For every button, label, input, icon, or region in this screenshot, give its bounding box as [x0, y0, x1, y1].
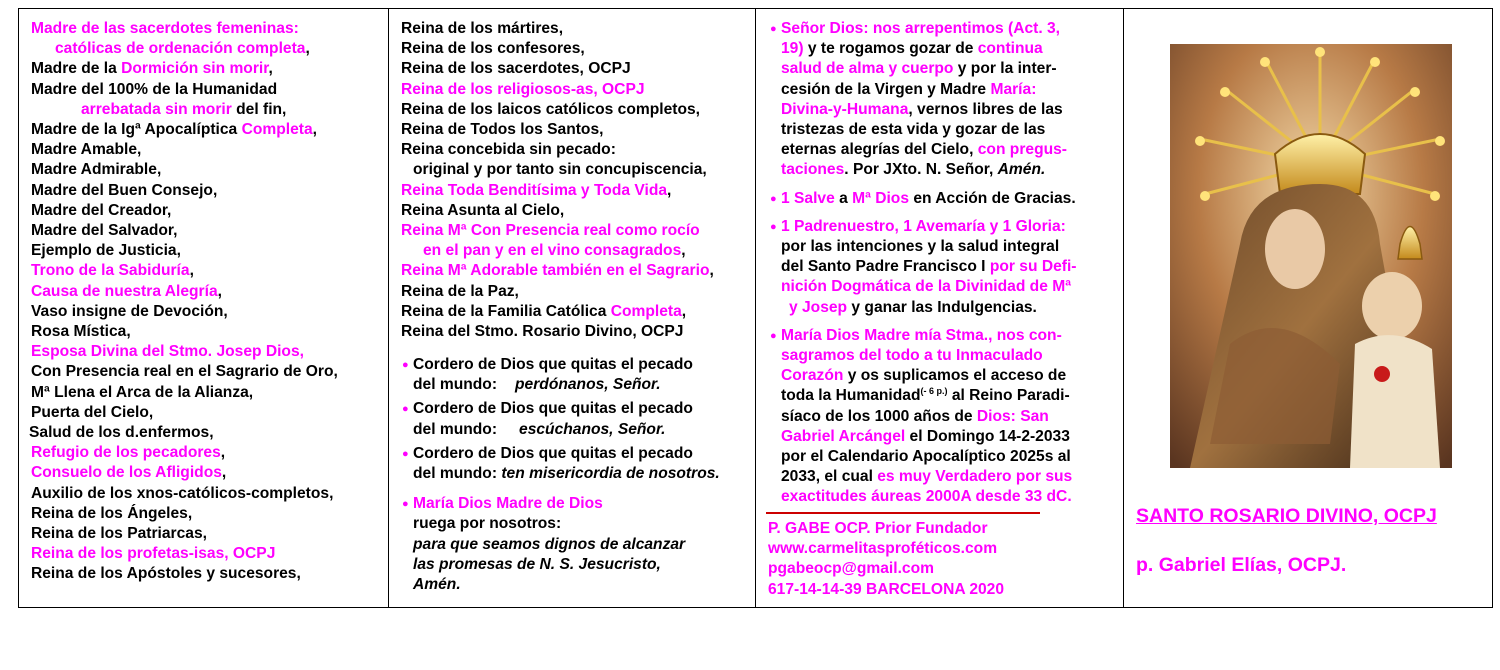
prayers-text [781, 19, 1077, 508]
prayer-highlight: por su Defi- [989, 258, 1077, 276]
prayer-segment: 2033, el cual [781, 468, 878, 486]
agnus-dei-response: ten misericordia de nosotros. [501, 465, 720, 483]
prayer-line: nición Dogmática de la Divinidad de Mª [781, 278, 1071, 296]
prayer-line [781, 298, 1077, 318]
litany-segment: Reina de la Familia Católica [401, 302, 611, 320]
litany-line: Reina de los laicos católicos completos, [401, 100, 700, 118]
contact-email-link[interactable]: pgabeocp@gmail.com [768, 560, 934, 578]
litany-line: Madre de la Dormición sin morir, [31, 60, 273, 78]
litany-line: Reina de Todos los Santos, [401, 121, 604, 139]
litany-text-2 [401, 19, 714, 342]
prayer-amen: Amén. [997, 161, 1046, 179]
litany-highlight: Causa de nuestra Alegría [31, 282, 218, 300]
prayer-highlight: taciones [781, 161, 845, 179]
agnus-dei-line [413, 420, 720, 440]
litany-line: Salud de los d.enfermos, [29, 424, 214, 442]
prayer-line: ● Señor Dios: nos arrepentimos (Act. 3, [781, 19, 1077, 39]
separator-line [766, 512, 1040, 514]
contact-block [768, 519, 1004, 600]
litany-line: Madre del 100% de la Humanidad [31, 80, 278, 98]
litany-line: Reina de los mártires, [401, 20, 564, 37]
virgin-and-child-image [1170, 44, 1452, 468]
prayer-line: por el Calendario Apocalíptico 2025s al [781, 448, 1071, 466]
booklet-title: SANTO ROSARIO DIVINO, OCPJ [1136, 505, 1437, 527]
prayers-panel [755, 8, 1124, 608]
litany-text-1 [31, 19, 338, 585]
litany-line: Refugio de los pecadores, [31, 444, 226, 462]
prayer-segment: cesión de la Virgen y Madre [781, 80, 991, 98]
litany-line: Madre del Salvador, [31, 222, 178, 240]
litany-line: Vaso insigne de Devoción, [31, 302, 228, 320]
litany-line: Trono de la Sabiduría, [31, 262, 194, 280]
prayer-highlight: 1 Salve [781, 189, 835, 207]
litany-line: Mª Llena el Arca de la Alianza, [31, 383, 254, 401]
litany-segment: Madre de la [31, 60, 122, 78]
prayer-segment: y ganar las Indulgencias. [847, 298, 1037, 316]
prayer-highlight: y Josep [789, 298, 848, 316]
litany-line: Reina Asunta al Cielo, [401, 201, 565, 219]
litany-highlight: en el pan y en el vino consagrados [423, 242, 682, 260]
agnus-dei-segment: del mundo: [413, 420, 498, 438]
contact-phone: 617-14-14-39 BARCELONA 2020 [768, 580, 1005, 598]
prayer-line: ● María Dios Madre mía Stma., nos con- [781, 326, 1077, 346]
litany-highlight: católicas de ordenación completa [55, 40, 306, 58]
prayer-segment: el Domingo 14-2-2033 [905, 427, 1070, 445]
agnus-dei-segment: del mundo: [413, 376, 498, 394]
litany-highlight: Consuelo de los Afligidos [31, 464, 222, 482]
prayer-line: para que seamos dignos de alcanzar [413, 535, 686, 553]
prayer-line [781, 100, 1077, 120]
prayer-highlight: es muy Verdadero por sus [877, 468, 1073, 486]
litany-highlight: Completa [241, 121, 313, 139]
prayer-segment: al Reino Paradi- [947, 387, 1070, 405]
prayer-segment: del Santo Padre Francisco I [781, 258, 990, 276]
prayer-segment: y te rogamos gozar de [803, 40, 978, 58]
litany-line: Madre Amable, [31, 141, 142, 159]
prayer-highlight: Divina-y-Humana [781, 100, 909, 118]
litany-line: Esposa Divina del Stmo. Josep Dios, [31, 343, 304, 361]
agnus-dei-response: escúchanos, Señor. [519, 420, 666, 438]
litany-line: Madre de la Igª Apocalíptica Completa, [31, 121, 317, 139]
litany-highlight: Trono de la Sabiduría [31, 262, 190, 280]
litany-line: Con Presencia real en el Sagrario de Oro, [31, 363, 338, 381]
litany-line: Reina de los confesores, [401, 40, 585, 58]
prayer-line [781, 467, 1077, 487]
agnus-dei-line [413, 464, 720, 484]
agnus-dei-segment: del mundo: [413, 465, 502, 483]
litany-highlight: Completa [610, 302, 682, 320]
litany-line: Reina de los Ángeles, [31, 504, 193, 522]
prayer-segment: y por la inter- [953, 60, 1057, 78]
litany-line: Reina de los Apóstoles y sucesores, [31, 565, 301, 583]
agnus-dei-line: ● Cordero de Dios que quitas el pecado [413, 355, 720, 375]
prayer-line [781, 189, 1077, 209]
litany-line [31, 100, 338, 120]
litany-panel-2 [388, 8, 756, 608]
prayer-line: Amén. [413, 576, 461, 594]
prayer-segment: y os suplicamos el acceso de [843, 367, 1067, 385]
agnus-dei-response: perdónanos, Señor. [515, 376, 661, 394]
prayer-highlight: Corazón [781, 367, 844, 385]
litany-line: Madre de las sacerdotes femeninas: [31, 20, 299, 37]
contact-website-link[interactable]: www.carmelitasproféticos.com [768, 540, 998, 558]
prayer-segment: síaco de los 1000 años de [781, 407, 977, 425]
prayer-line [781, 39, 1077, 59]
litany-line: Puerta del Cielo, [31, 403, 154, 421]
prayer-line: las promesas de N. S. Jesucristo, [413, 555, 661, 573]
prayer-highlight: salud de alma y cuerpo [781, 60, 954, 78]
agnus-dei-line [413, 375, 720, 395]
prayer-line [781, 257, 1077, 277]
prayer-segment: , vernos libres de las [908, 100, 1063, 118]
litany-line: Reina concebida sin pecado: [401, 141, 616, 159]
prayer-line [781, 366, 1077, 386]
prayer-segment: . Por JXto. N. Señor, [844, 161, 998, 179]
litany-highlight: arrebatada sin morir [81, 100, 232, 118]
litany-line: Reina de la Familia Católica Completa, [401, 302, 687, 320]
litany-line: Reina de la Paz, [401, 282, 519, 300]
litany-line: original y por tanto sin concupiscencia, [413, 161, 707, 179]
prayer-line: ● María Dios Madre de Dios [413, 494, 720, 514]
prayer-line: sagramos del todo a tu Inmaculado [781, 347, 1043, 365]
image-panel [1123, 8, 1493, 608]
agnus-dei-line: ● Cordero de Dios que quitas el pecado [413, 444, 720, 464]
prayer-line: tristezas de esta vida y gozar de las [781, 121, 1046, 139]
prayer-segment: eternas alegrías del Cielo, [781, 141, 978, 159]
litany-line: Madre del Creador, [31, 201, 172, 219]
litany-highlight: Refugio de los pecadores [31, 444, 221, 462]
litany-line: Reina Mª Adorable también en el Sagrario, [401, 262, 714, 280]
prayer-highlight: continua [977, 40, 1043, 58]
prayer-highlight: 19) [781, 40, 804, 58]
prayer-line [781, 427, 1077, 447]
litany-line: Reina del Stmo. Rosario Divino, OCPJ [401, 323, 684, 341]
litany-line: Reina Toda Benditísima y Toda Vida, [401, 181, 672, 199]
litany-line: Reina de los religiosos-as, OCPJ [401, 80, 645, 98]
litany-segment: Madre de la Igª Apocalíptica [31, 121, 242, 139]
litany-highlight: Reina Toda Benditísima y Toda Vida [401, 181, 668, 199]
prayer-line: por las intenciones y la salud integral [781, 238, 1060, 256]
prayer-highlight: Gabriel Arcángel [781, 427, 906, 445]
litany-line: Causa de nuestra Alegría, [31, 282, 222, 300]
booklet-author: p. Gabriel Elías, OCPJ. [1136, 554, 1347, 576]
prayer-segment: en Acción de Gracias. [909, 189, 1076, 207]
prayer-highlight: Mª Dios [852, 189, 909, 207]
prayer-line: exactitudes áureas 2000A desde 33 dC. [781, 488, 1072, 506]
litany-line: Reina Mª Con Presencia real como rocío [401, 222, 700, 240]
litany-line: Reina de los profetas-isas, OCPJ [31, 545, 276, 563]
prayer-line: ruega por nosotros: [413, 515, 562, 533]
prayer-segment: a [834, 189, 853, 207]
litany-line: Reina de los sacerdotes, OCPJ [401, 60, 631, 78]
prayer-line [781, 140, 1077, 160]
litany-line: Madre Admirable, [31, 161, 162, 179]
prayer-line: ● 1 Padrenuestro, 1 Avemaría y 1 Gloria: [781, 217, 1077, 237]
litany-line: Consuelo de los Afligidos, [31, 464, 227, 482]
litany-segment: del fin, [231, 100, 287, 118]
prayer-line [781, 407, 1077, 427]
footnote-ref: (- 6 p.) [920, 386, 948, 397]
prayer-line [781, 80, 1077, 100]
agnus-dei-block [413, 355, 720, 595]
litany-line: en el pan y en el vino consagrados, [423, 242, 686, 260]
litany-panel-1 [18, 8, 389, 608]
agnus-dei-line: ● Cordero de Dios que quitas el pecado [413, 399, 720, 419]
prayer-line [781, 59, 1077, 79]
litany-line: Madre del Buen Consejo, [31, 181, 218, 199]
litany-line: católicas de ordenación completa, [55, 40, 310, 58]
litany-highlight: Dormición sin morir [121, 60, 269, 78]
litany-line: Ejemplo de Justicia, [31, 242, 181, 260]
prayer-highlight: Dios: San [976, 407, 1049, 425]
prayer-highlight: María: [990, 80, 1037, 98]
litany-highlight: Reina Mª Adorable también en el Sagrario [401, 262, 710, 280]
litany-line: Rosa Mística, [31, 323, 131, 341]
litany-line: Auxilio de los xnos-católicos-completos, [31, 484, 334, 502]
prayer-highlight: con pregus- [977, 141, 1067, 159]
prayer-line [781, 386, 1077, 406]
prayer-segment: toda la Humanidad [781, 387, 921, 405]
prayer-line [781, 160, 1077, 180]
litany-line: Reina de los Patriarcas, [31, 525, 207, 543]
contact-founder: P. GABE OCP. Prior Fundador [768, 520, 988, 537]
